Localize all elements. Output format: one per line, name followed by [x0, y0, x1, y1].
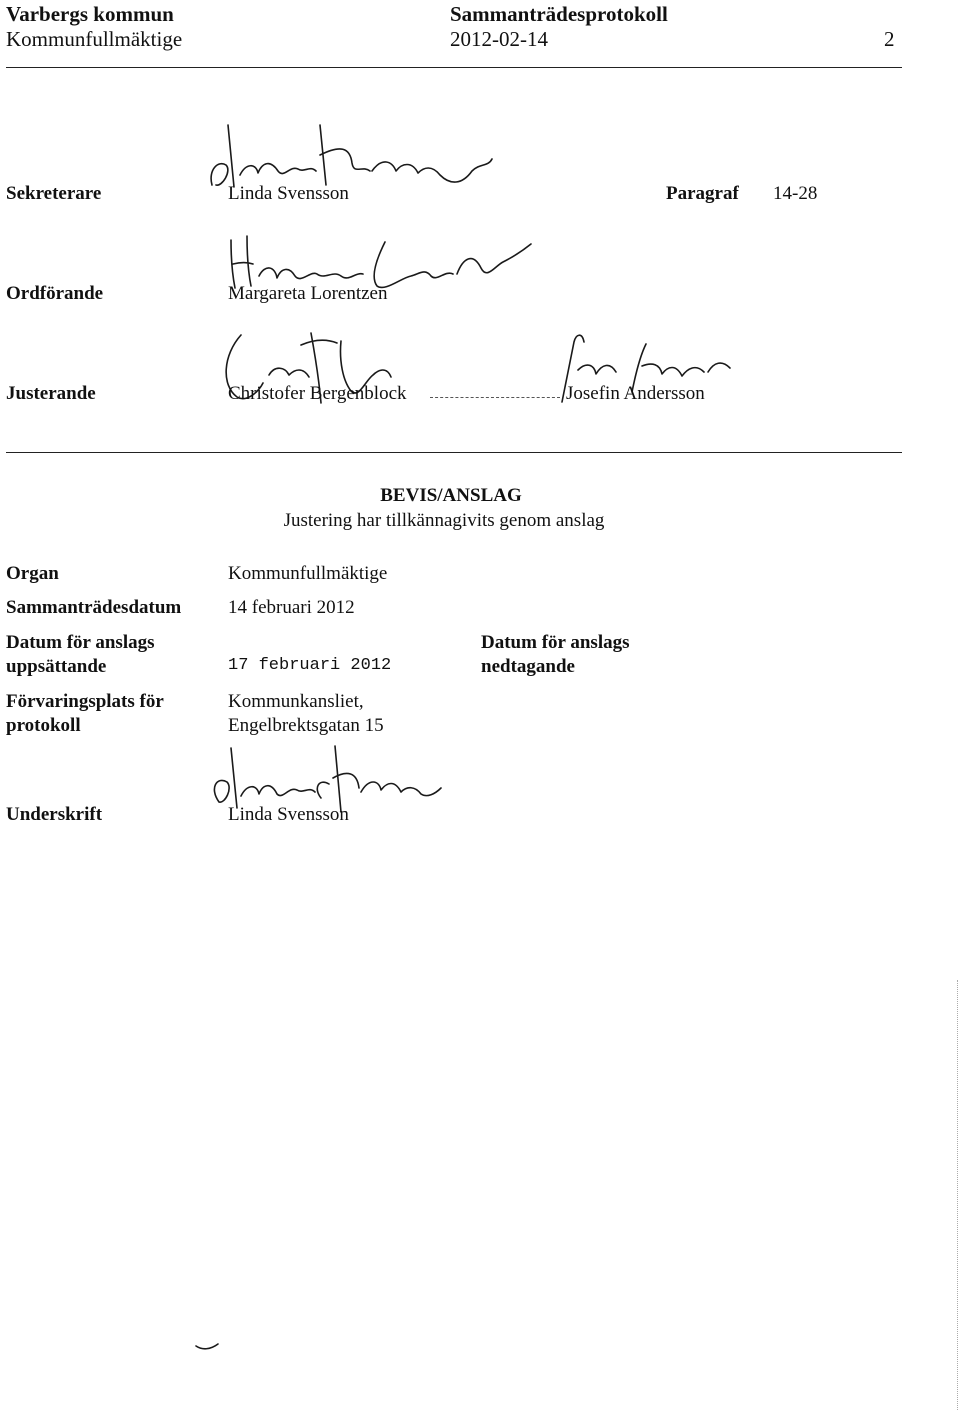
adjuster-signature-line [430, 397, 560, 398]
adjuster-label: Justerande [6, 383, 96, 404]
meeting-date-value: 14 februari 2012 [228, 597, 355, 618]
posting-date-label-line-1: Datum för anslags [6, 632, 155, 653]
removal-date-label-line-2: nedtagande [481, 656, 575, 677]
adjuster-1-name: Christofer Bergenblock [228, 383, 407, 404]
secretary-label: Sekreterare [6, 183, 102, 204]
chair-label: Ordförande [6, 283, 104, 304]
secretary-name: Linda Svensson [228, 183, 349, 204]
meeting-date: 2012-02-14 [450, 27, 548, 51]
signature-label: Underskrift [6, 804, 103, 825]
body-name: Kommunfullmäktige [6, 27, 183, 51]
scan-edge-line [957, 980, 958, 1410]
notice-title: BEVIS/ANSLAG [380, 485, 522, 506]
header-divider [6, 67, 902, 68]
storage-value-line-1: Kommunkansliet, [228, 691, 364, 712]
page-number: 2 [884, 27, 895, 51]
meeting-date-label: Sammanträdesdatum [6, 597, 182, 618]
posting-date-label-line-2: uppsättande [6, 656, 107, 677]
removal-date-label-line-1: Datum för anslags [481, 632, 630, 653]
organ-value: Kommunfullmäktige [228, 563, 388, 584]
storage-value-line-2: Engelbrektsgatan 15 [228, 715, 384, 736]
paragraph-label: Paragraf [666, 183, 739, 204]
document-type: Sammanträdesprotokoll [450, 2, 668, 26]
notice-signature-name: Linda Svensson [228, 804, 349, 825]
org-name: Varbergs kommun [6, 2, 174, 26]
chair-name: Margareta Lorentzen [228, 283, 388, 304]
organ-label: Organ [6, 563, 59, 584]
notice-subtitle: Justering har tillkännagivits genom anslag [283, 510, 605, 531]
signature-section-divider [6, 452, 902, 453]
paragraph-value: 14-28 [773, 183, 818, 204]
scan-mark [194, 1340, 224, 1356]
storage-label-line-1: Förvaringsplats för [6, 691, 164, 712]
storage-label-line-2: protokoll [6, 715, 81, 736]
adjuster-2-name: Josefin Andersson [566, 383, 705, 404]
posting-date-value: 17 februari 2012 [228, 656, 392, 675]
